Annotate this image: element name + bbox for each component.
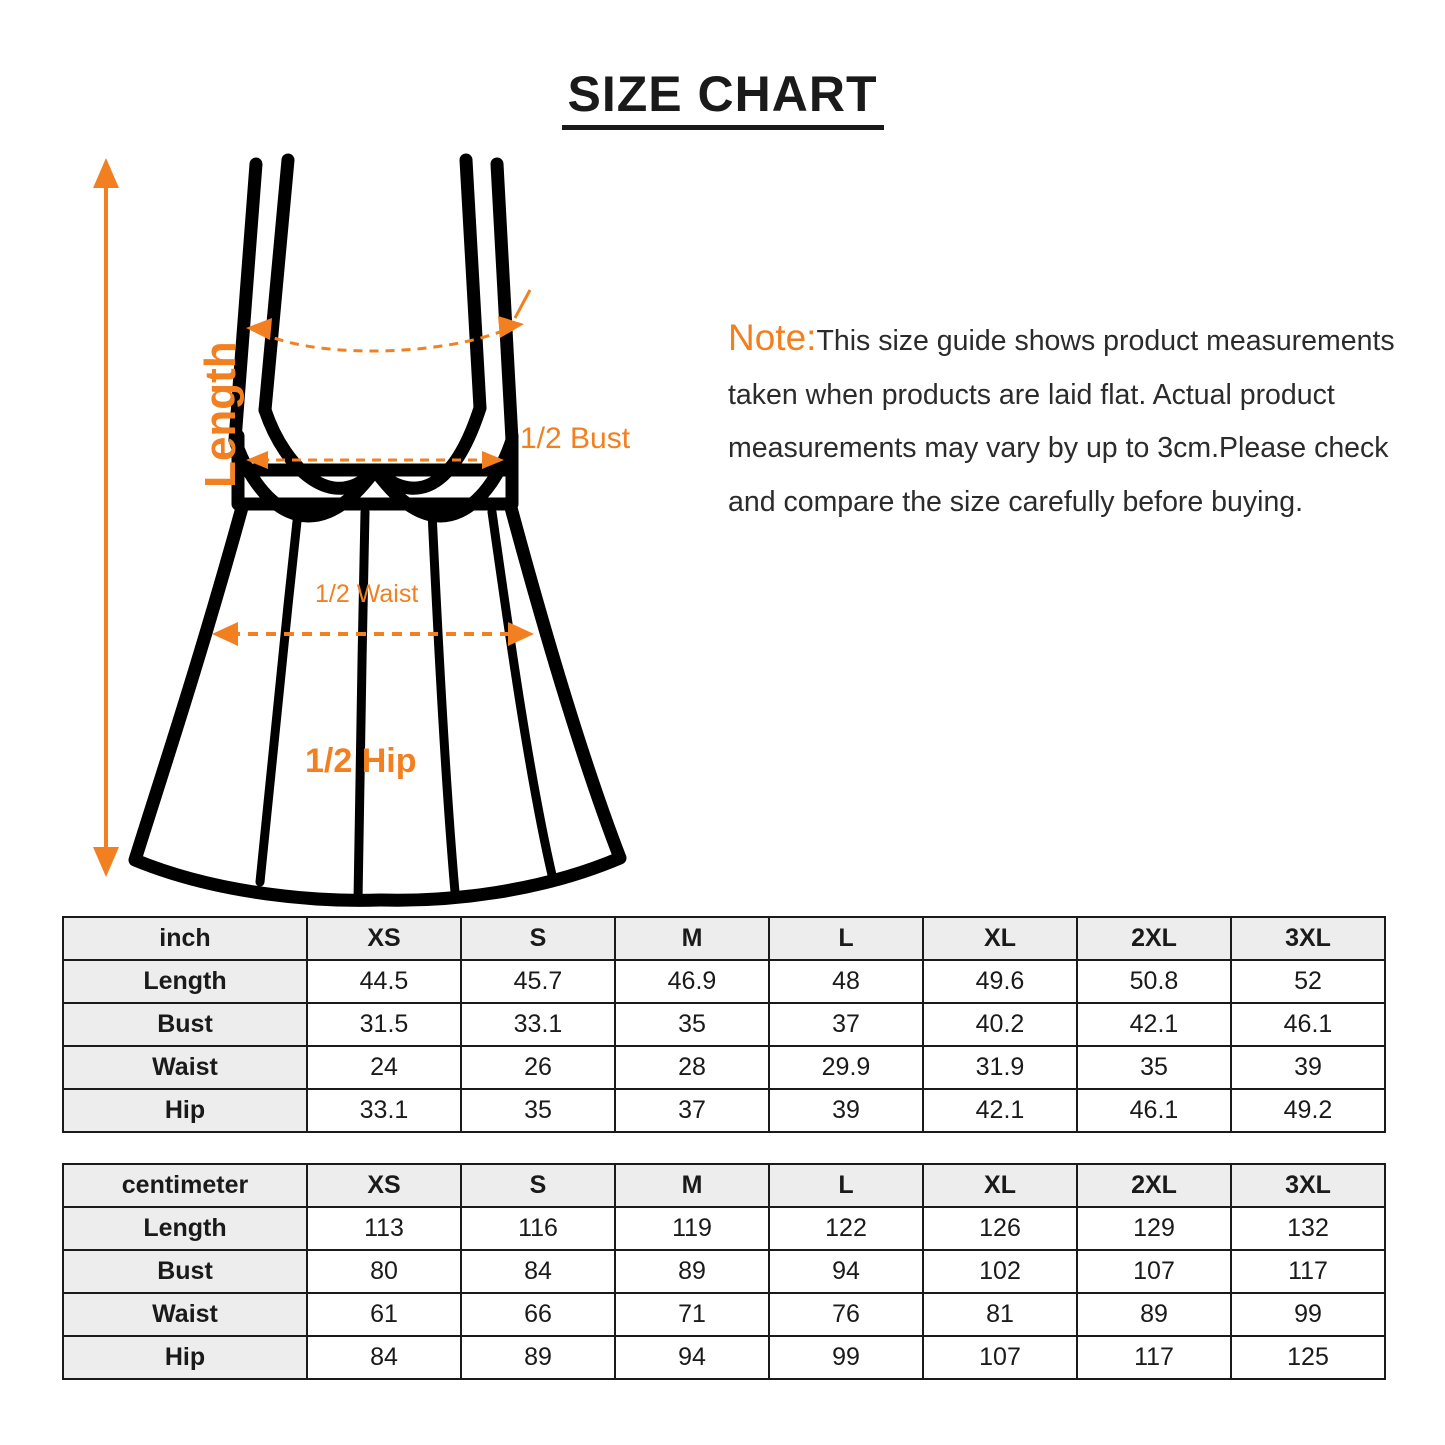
table-cell: 71 — [615, 1293, 769, 1336]
table-row-label: Waist — [63, 1293, 307, 1336]
table-header-row — [63, 1164, 1385, 1207]
table-cell: 29.9 — [769, 1046, 923, 1089]
table-cell: 48 — [769, 960, 923, 1003]
table-cell: 99 — [769, 1336, 923, 1379]
table-size-header: XL — [923, 1164, 1077, 1207]
length-arrow-head-top — [93, 158, 119, 188]
table-cell: 52 — [1231, 960, 1385, 1003]
table-size-header: XS — [307, 1164, 461, 1207]
table-cell: 49.6 — [923, 960, 1077, 1003]
table-row — [63, 1293, 1385, 1336]
table-row — [63, 1089, 1385, 1132]
table-cell: 84 — [307, 1336, 461, 1379]
table-cell: 102 — [923, 1250, 1077, 1293]
table-size-header: 3XL — [1231, 1164, 1385, 1207]
dress-illustration-svg — [60, 140, 720, 910]
bust-leader-line — [515, 290, 530, 318]
label-bust: 1/2 Bust — [520, 422, 631, 455]
note-block — [728, 315, 1400, 529]
table-cell: 37 — [615, 1089, 769, 1132]
table-size-header: M — [615, 1164, 769, 1207]
table-row-label: Waist — [63, 1046, 307, 1089]
length-arrow-head-bottom — [93, 847, 119, 877]
label-waist: 1/2 Waist — [315, 580, 419, 608]
table-cell: 99 — [1231, 1293, 1385, 1336]
table-cell: 33.1 — [461, 1003, 615, 1046]
table-size-header: 2XL — [1077, 917, 1231, 960]
table-cell: 46.9 — [615, 960, 769, 1003]
table-cell: 89 — [1077, 1293, 1231, 1336]
table-row-label: Hip — [63, 1089, 307, 1132]
table-row-label: Length — [63, 960, 307, 1003]
table-cell: 116 — [461, 1207, 615, 1250]
table-cell: 40.2 — [923, 1003, 1077, 1046]
table-row-label: Hip — [63, 1336, 307, 1379]
table-cell: 26 — [461, 1046, 615, 1089]
table-row — [63, 1336, 1385, 1379]
table-row — [63, 1207, 1385, 1250]
size-table-centimeter — [62, 1163, 1386, 1380]
table-size-header: XS — [307, 917, 461, 960]
table-cell: 81 — [923, 1293, 1077, 1336]
table-size-header: S — [461, 917, 615, 960]
hip-arrow-right — [508, 622, 534, 646]
table-cell: 35 — [461, 1089, 615, 1132]
table-cell: 50.8 — [1077, 960, 1231, 1003]
table-cell: 129 — [1077, 1207, 1231, 1250]
table-cell: 125 — [1231, 1336, 1385, 1379]
table-size-header: 2XL — [1077, 1164, 1231, 1207]
table-unit-label: inch — [63, 917, 307, 960]
table-cell: 39 — [769, 1089, 923, 1132]
note-text: This size guide shows product measurements taken when products are laid flat. Actual product measurements may vary by up to 3cm.Please check and compare the size carefully before buying. — [728, 325, 1395, 518]
table-cell: 31.9 — [923, 1046, 1077, 1089]
label-hip: 1/2 Hip — [305, 742, 417, 780]
size-table-inch — [62, 916, 1386, 1133]
table-row — [63, 1003, 1385, 1046]
table-cell: 113 — [307, 1207, 461, 1250]
table-size-header: 3XL — [1231, 917, 1385, 960]
table-size-header: L — [769, 1164, 923, 1207]
table-cell: 107 — [923, 1336, 1077, 1379]
table-row-label: Bust — [63, 1003, 307, 1046]
table-cell: 46.1 — [1077, 1089, 1231, 1132]
dress-measurement-diagram — [60, 140, 720, 910]
table-row — [63, 1250, 1385, 1293]
table-cell: 132 — [1231, 1207, 1385, 1250]
table-cell: 49.2 — [1231, 1089, 1385, 1132]
note-prefix: Note: — [728, 317, 817, 358]
table-cell: 31.5 — [307, 1003, 461, 1046]
table-cell: 126 — [923, 1207, 1077, 1250]
size-table-centimeter-body — [63, 1164, 1385, 1379]
table-size-header: L — [769, 917, 923, 960]
table-cell: 117 — [1231, 1250, 1385, 1293]
table-cell: 122 — [769, 1207, 923, 1250]
table-cell: 94 — [615, 1336, 769, 1379]
table-cell: 45.7 — [461, 960, 615, 1003]
table-size-header: S — [461, 1164, 615, 1207]
table-size-header: XL — [923, 917, 1077, 960]
table-row — [63, 960, 1385, 1003]
table-cell: 117 — [1077, 1336, 1231, 1379]
table-cell: 28 — [615, 1046, 769, 1089]
dress-outline — [135, 160, 620, 900]
table-cell: 33.1 — [307, 1089, 461, 1132]
table-cell: 37 — [769, 1003, 923, 1046]
table-cell: 119 — [615, 1207, 769, 1250]
table-cell: 89 — [615, 1250, 769, 1293]
size-table-inch-body — [63, 917, 1385, 1132]
table-cell: 61 — [307, 1293, 461, 1336]
table-cell: 46.1 — [1231, 1003, 1385, 1046]
table-cell: 35 — [1077, 1046, 1231, 1089]
table-cell: 35 — [615, 1003, 769, 1046]
table-row — [63, 1046, 1385, 1089]
label-length: Length — [196, 341, 245, 488]
table-size-header: M — [615, 917, 769, 960]
table-header-row — [63, 917, 1385, 960]
table-cell: 39 — [1231, 1046, 1385, 1089]
table-cell: 89 — [461, 1336, 615, 1379]
table-cell: 44.5 — [307, 960, 461, 1003]
table-cell: 42.1 — [1077, 1003, 1231, 1046]
table-row-label: Bust — [63, 1250, 307, 1293]
table-cell: 94 — [769, 1250, 923, 1293]
table-cell: 24 — [307, 1046, 461, 1089]
table-cell: 42.1 — [923, 1089, 1077, 1132]
table-cell: 107 — [1077, 1250, 1231, 1293]
table-row-label: Length — [63, 1207, 307, 1250]
table-cell: 80 — [307, 1250, 461, 1293]
page-title — [0, 68, 1445, 130]
hip-arrow-left — [212, 622, 238, 646]
table-cell: 76 — [769, 1293, 923, 1336]
table-cell: 84 — [461, 1250, 615, 1293]
table-unit-label: centimeter — [63, 1164, 307, 1207]
page-title-text: SIZE CHART — [562, 68, 884, 130]
table-cell: 66 — [461, 1293, 615, 1336]
